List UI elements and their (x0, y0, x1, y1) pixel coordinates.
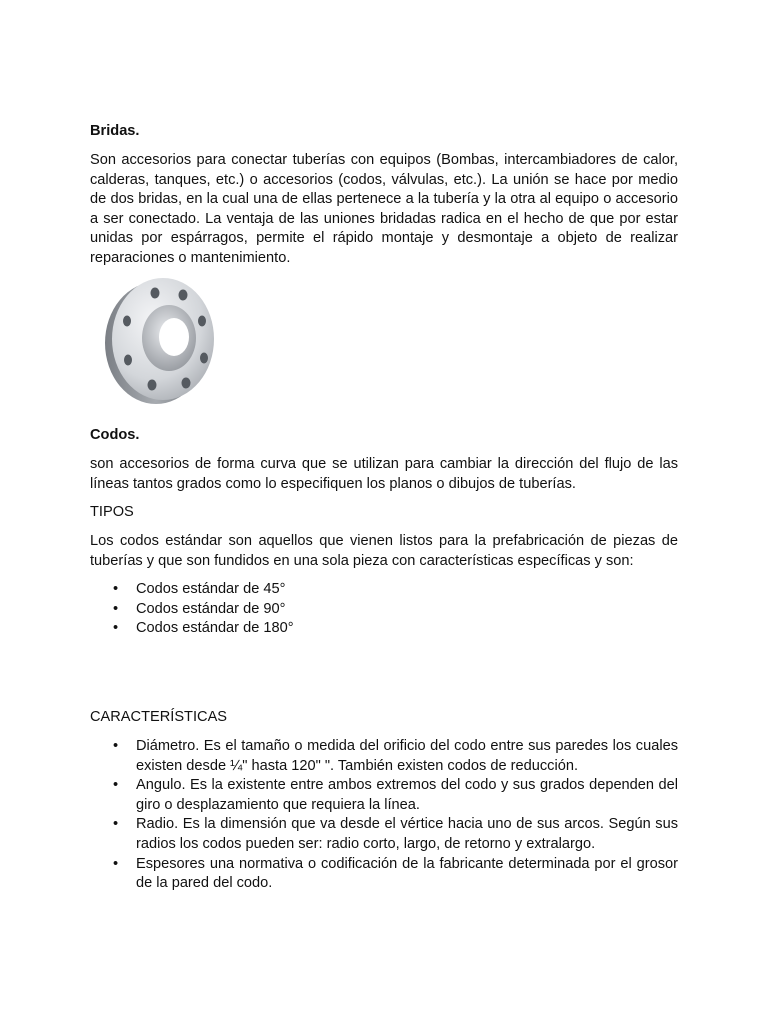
caracteristicas-label: CARACTERÍSTICAS (90, 709, 228, 725)
list-item: • Codos estándar de 180° (90, 619, 678, 639)
tipos-label: TIPOS (90, 504, 134, 520)
caracteristicas-list (90, 737, 678, 894)
list-item: • Codos estándar de 45° (90, 580, 678, 600)
list-item: • Diámetro. Es el tamaño o medida del orificio del codo entre sus paredes los cuales existen desde ¼" hasta 120" ". También existen codos de reducción. (90, 737, 678, 776)
list-item: • Codos estándar de 90° (90, 600, 678, 620)
tipos-paragraph: Los codos estándar son aquellos que vienen listos para la prefabricación de piezas de tuberías y que son fundidos en una sola pieza con características específicas y son: (90, 533, 678, 569)
flange-image (100, 272, 218, 406)
list-item: • Espesores una normativa o codificación de la fabricante determinada por el grosor de la pared del codo. (90, 855, 678, 894)
tipos-list (90, 580, 678, 639)
bridas-heading: Bridas. (90, 123, 140, 139)
codos-heading: Codos. (90, 427, 140, 443)
codos-paragraph: son accesorios de forma curva que se utilizan para cambiar la dirección del flujo de las líneas tantos grados como lo especifiquen los planos o dibujos de tuberías. (90, 456, 678, 492)
list-item: • Radio. Es la dimensión que va desde el vértice hacia uno de sus arcos. Según sus radios los codos pueden ser: radio corto, largo, de retorno y extralargo. (90, 815, 678, 854)
bridas-paragraph: Son accesorios para conectar tuberías con equipos (Bombas, intercambiadores de calor, calderas, tanques, etc.) o accesorios (codos, válvulas, etc.). La unión se hace por medio de dos bridas, en la cual una de ellas pertenece a la tubería y la otra al equipo o accesorio a ser conectado. La ventaja de las uniones bridadas radica en el hecho de que por estar unidas por espárragos, permite el rápido montaje y desmontaje a objeto de realizar reparaciones o mantenimiento. (90, 152, 678, 266)
list-item: • Angulo. Es la existente entre ambos extremos del codo y sus grados dependen del giro o desplazamiento que requiera la línea. (90, 776, 678, 815)
